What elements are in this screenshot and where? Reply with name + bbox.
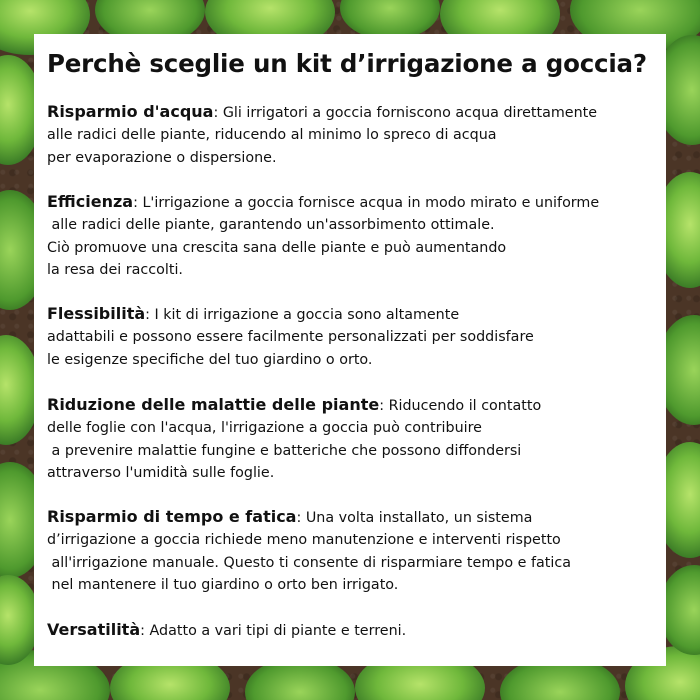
section-flessibilita (47, 303, 663, 371)
section-text: Ciò promuove una crescita sana delle piante e può aumentando (47, 239, 507, 256)
section-text: alle radici delle piante, garantendo un'assorbimento ottimale. (47, 217, 495, 234)
section-versatilita (47, 619, 663, 642)
section-text: : I kit di irrigazione a goccia sono altamente (145, 307, 460, 323)
section-risparmio-acqua (47, 101, 663, 169)
section-text: alle radici delle piante, riducendo al minimo lo spreco di acqua (47, 127, 497, 144)
section-text: attraverso l'umidità sulle foglie. (47, 465, 275, 482)
section-text: all'irrigazione manuale. Questo ti consente di risparmiare tempo e fatica (47, 554, 571, 571)
section-risparmio-tempo (47, 506, 663, 597)
section-heading: Efficienza (47, 192, 134, 211)
section-heading: Risparmio di tempo e fatica (47, 507, 297, 526)
section-text: delle foglie con l'acqua, l'irrigazione a goccia può contribuire (47, 420, 482, 437)
section-text: adattabili e possono essere facilmente personalizzati per soddisfare (47, 329, 534, 346)
section-text: d’irrigazione a goccia richiede meno manutenzione e interventi rispetto (47, 532, 561, 549)
section-heading: Versatilità (47, 620, 141, 639)
info-card (34, 34, 666, 666)
section-text: a prevenire malattie fungine e batteriche che possono diffondersi (47, 442, 522, 459)
section-heading: Riduzione delle malattie delle piante (47, 395, 380, 414)
section-text: nel mantenere il tuo giardino o orto ben irrigato. (47, 577, 399, 594)
section-efficienza (47, 191, 663, 282)
page-title: Perchè sceglie un kit d’irrigazione a goccia? (47, 49, 647, 78)
section-heading: Risparmio d'acqua (47, 102, 214, 121)
section-heading: Flessibilità (47, 304, 146, 323)
section-text: : L'irrigazione a goccia fornisce acqua in modo mirato e uniforme (133, 195, 600, 211)
section-text: le esigenze specifiche del tuo giardino o orto. (47, 351, 373, 368)
section-text: : Adatto a vari tipi di piante e terreni. (140, 623, 407, 639)
section-text: per evaporazione o dispersione. (47, 149, 277, 166)
section-text: la resa dei raccolti. (47, 262, 183, 279)
section-text: : Una volta installato, un sistema (296, 510, 533, 526)
section-text: : Riducendo il contatto (379, 398, 542, 414)
section-riduzione-malattie (47, 394, 663, 485)
section-text: : Gli irrigatori a goccia forniscono acqua direttamente (213, 105, 598, 121)
